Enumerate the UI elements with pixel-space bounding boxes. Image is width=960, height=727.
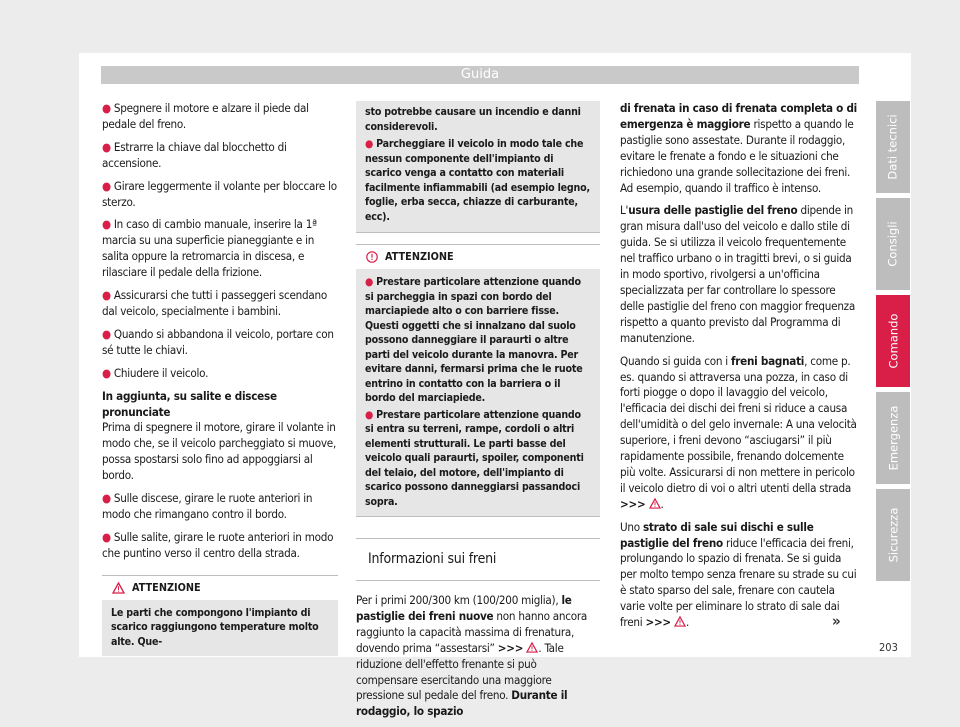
- list-item: ● In caso di cambio manuale, inserire la 1ª marcia su una superficie pianeggiante e in salita oppure la retromarcia in discesa, e rilasciare il pedale della frizione.: [102, 217, 317, 280]
- paragraph: Quando si guida con i freni bagnati, come p. es. quando si attraversa una pozza, in caso di forti piogge o dopo il lavaggio del veicolo, l'efficacia dei dischi dei freni si riduce a causa dell'umidità o del gelo invernale: A una velocità superiore, i freni devono “asciugarsi” il più rapidamente possibile, frenando dolcemente più volte. Assicurarsi di non mettere in pericolo il veicolo dietro di voi o altri utenti della strada >>> .: [620, 353, 857, 511]
- section-title: Informazioni sui freni: [368, 550, 497, 567]
- tab-dati-tecnici[interactable]: Dati tecnici: [876, 101, 910, 193]
- bullet-icon: ●: [102, 217, 111, 232]
- bullet-icon: ●: [365, 408, 374, 421]
- bullet-icon: ●: [102, 178, 111, 193]
- list-item: ● Chiudere il veicolo.: [102, 365, 209, 380]
- list-item: ● Spegnere il motore e alzare il piede dal pedale del freno.: [102, 101, 309, 131]
- paragraph: L'usura delle pastiglie del freno dipende in gran misura dall'uso del veicolo e dallo stile di guida. Se si utilizza il veicolo frequentemente nel traffico urbano o in tragitti brevi, o si guida in modo sportivo, rivolgersi a un'officina specializzata per far controllare lo spessore delle pastiglie del freno con maggior frequenza rispetto a quanto previsto dal Programma di manutenzione.: [620, 203, 856, 345]
- warning-header: [102, 576, 338, 600]
- bullet-icon: ●: [102, 101, 111, 115]
- warning-box: [102, 575, 338, 657]
- paragraph: Prima di spegnere il motore, girare il volante in modo che, se il veicolo parcheggiato si muove, possa spostarsi solo fino ad appoggiarsi al bordo.: [102, 420, 337, 483]
- warning-title: ATTENZIONE: [132, 580, 201, 594]
- bullet-icon: ●: [102, 491, 111, 506]
- bullet-icon: ●: [365, 276, 374, 288]
- warning-text: sto potrebbe causare un incendio e danni considerevoli.: [365, 106, 581, 133]
- column-3: [620, 101, 860, 638]
- list-item: ● Assicurarsi che tutti i passeggeri scendano dal veicolo, specialmente i bambini.: [102, 288, 328, 318]
- cross-reference-arrows: >>>: [645, 615, 671, 630]
- bullet-icon: ●: [102, 288, 111, 303]
- warning-header: [356, 245, 600, 269]
- bullet-icon: ●: [102, 326, 111, 341]
- paragraph: Per i primi 200/300 km (100/200 miglia), le pastiglie dei freni nuove non hanno ancora raggiunto la capacità massima di frenatura, dovendo prima “assestarsi” >>> . Tale riduzione dell'effetto frenante si può compensare esercitando una maggiore pressione sul pedale del freno. Durante il rodaggio, lo spazio: [356, 593, 588, 719]
- list-item: ● Girare leggermente il volante per bloccare lo sterzo.: [102, 178, 337, 209]
- warning-icon: [674, 616, 686, 627]
- warning-body: ● Prestare particolare attenzione quando si parcheggia in spazi con bordo del marciapiede alto o con barriere fisse. Questi oggetti che si innalzano dal suolo possono danneggiare il paraurti o altre parti del veicolo durante la manovra. Per evitare danni, fermarsi prima che le ruote entrino in contatto con la barriera o il bordo del marciapiede. ● Prestare particolare attenzione quando si entra su terreni, rampe, cordoli o altri elementi strutturali. Le parti basse del veicolo quali paraurti, spoiler, componenti del telaio, del motore, dell'impianto di scarico possono danneggiarsi passandoci sopra.: [356, 269, 600, 516]
- tab-sicurezza[interactable]: Sicurezza: [876, 489, 910, 581]
- warning-icon: [112, 582, 125, 594]
- list-item: ● Sulle salite, girare le ruote anteriori in modo che puntino verso il centro della strada.: [102, 529, 334, 560]
- warning-title: ATTENZIONE: [385, 250, 454, 264]
- bullet-icon: ●: [102, 365, 111, 380]
- bullet-icon: ●: [102, 529, 111, 544]
- column-2: [356, 101, 600, 727]
- list-item: ● Estrarre la chiave dal blocchetto di accensione.: [102, 139, 287, 170]
- cross-reference-arrows: >>>: [620, 496, 646, 511]
- bullet-icon: ●: [102, 139, 111, 154]
- warning-icon: [526, 642, 538, 653]
- subheading: In aggiunta, su salite e discese pronunciate: [102, 388, 277, 419]
- header-title: Guida: [460, 67, 500, 82]
- warning-bullet: Parcheggiare il veicolo in modo tale che nessun componente dell'impianto di scarico venga a contatto con materiali facilmente infiammabili (ad esempio legno, foglie, erba secca, chiazze di carburante, ecc).: [365, 138, 590, 223]
- column-1: [102, 101, 338, 656]
- warning-box: [356, 244, 600, 517]
- page-number: 203: [879, 641, 898, 654]
- list-item: ● Quando si abbandona il veicolo, portare con sé tutte le chiavi.: [102, 326, 334, 357]
- tab-comando[interactable]: Comando: [876, 295, 910, 387]
- cross-reference-arrows: >>>: [497, 640, 524, 655]
- warning-text: Le parti che compongono l'impianto di scarico raggiungono temperature molto alte. Que-: [102, 600, 338, 657]
- section-heading: [356, 538, 600, 581]
- bullet-icon: ●: [365, 138, 374, 150]
- tab-emergenza[interactable]: Emergenza: [876, 392, 910, 484]
- paragraph: Uno strato di sale sui dischi e sulle pastiglie del freno riduce l'efficacia dei freni, prolungando lo spazio di frenata. Se si guida per molto tempo senza frenare su strade su cui è stato sparso del sale, frenare con cautela varie volte per eliminare lo strato di sale dai freni >>> .: [620, 519, 857, 630]
- continue-arrow-icon: »: [832, 612, 841, 630]
- warning-icon: [649, 498, 661, 509]
- warning-continuation: [356, 101, 600, 233]
- paragraph: di frenata in caso di frenata completa o di emergenza è maggiore rispetto a quando le pastiglie sono assestate. Durante il rodaggio, evitare le frenate a fondo e le situazioni che richiedono una grande sollecitazione dei freni. Ad esempio, quando il traffico è intenso.: [620, 101, 858, 195]
- info-icon: [366, 251, 378, 263]
- list-item: ● Sulle discese, girare le ruote anteriori in modo che rimangano contro il bordo.: [102, 491, 313, 521]
- tab-consigli[interactable]: Consigli: [876, 198, 910, 290]
- page-header: [101, 66, 859, 84]
